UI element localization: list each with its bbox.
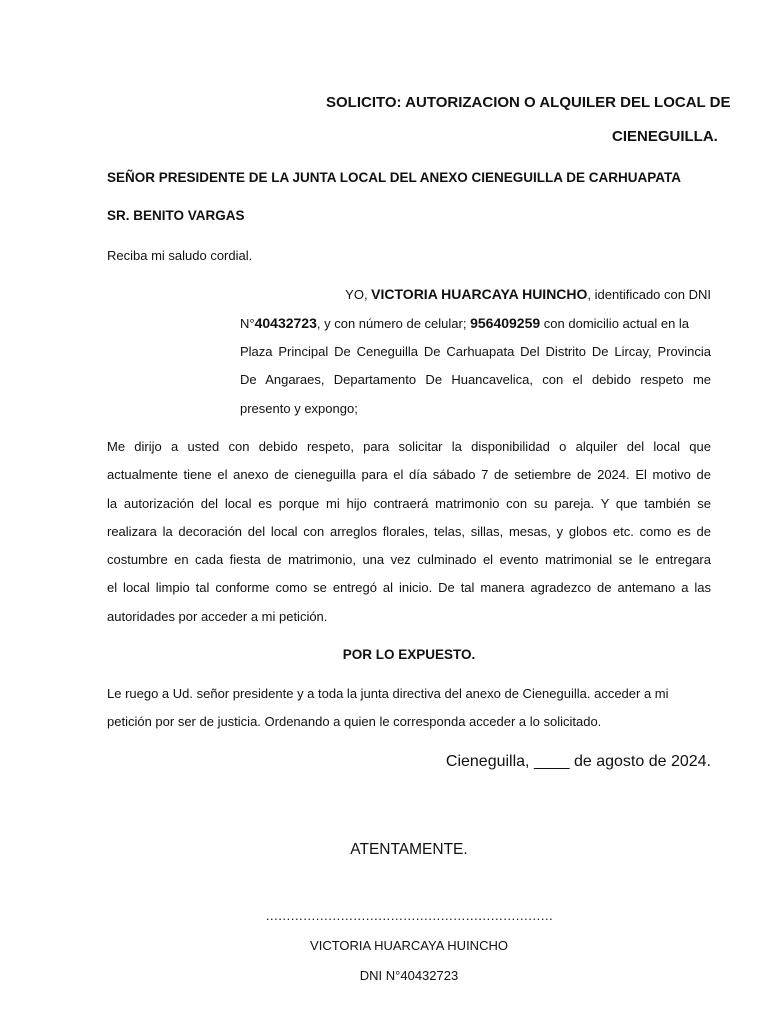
signature-dni: DNI N°40432723 xyxy=(359,968,459,983)
subject-line-2: CIENEGUILLA. xyxy=(612,128,718,145)
body-line: actualmente tiene el anexo de cieneguilla para el día sábado 7 de setiembre de 2024. El motivo de xyxy=(107,467,711,482)
body-line: costumbre en cada fiesta de matrimonio, una vez culminado el evento matrimonial se le entregara xyxy=(107,552,711,567)
intro-line-3: Plaza Principal De Ceneguilla De Carhuapata Del Distrito De Lircay, Provincia xyxy=(240,344,711,359)
applicant-dni: 40432723 xyxy=(254,315,317,331)
intro-line-5: presento y expongo; xyxy=(240,401,358,416)
applicant-phone: 956409259 xyxy=(470,315,541,331)
addressee-name: SR. BENITO VARGAS xyxy=(107,208,245,223)
ruego-line: petición por ser de justicia. Ordenando a quien le corresponda acceder a lo solicitado. xyxy=(107,714,602,729)
intro-yo: YO, xyxy=(345,287,372,302)
ruego-line: Le ruego a Ud. señor presidente y a toda la junta directiva del anexo de Cieneguilla. acceder a mi xyxy=(107,686,669,701)
body-line: Me dirijo a usted con debido respeto, para solicitar la disponibilidad o alquiler del local que xyxy=(107,439,711,454)
body-line: autoridades por acceder a mi petición. xyxy=(107,609,328,624)
after-phone: con domicilio actual en la xyxy=(540,316,690,331)
intro-line-2 xyxy=(240,315,711,331)
applicant-name: VICTORIA HUARCAYA HUINCHO xyxy=(371,286,588,302)
por-lo-expuesto: POR LO EXPUESTO. xyxy=(342,647,476,662)
subject-line-1: SOLICITO: AUTORIZACION O ALQUILER DEL LOCAL DE xyxy=(326,94,731,111)
greeting: Reciba mi saludo cordial. xyxy=(107,248,253,263)
date-line: Cieneguilla, ____ de agosto de 2024. xyxy=(445,753,711,770)
cel-text: , y con número de celular; xyxy=(316,316,471,331)
addressee-title: SEÑOR PRESIDENTE DE LA JUNTA LOCAL DEL ANEXO CIENEGUILLA DE CARHUAPATA xyxy=(107,170,682,185)
body-line: el local limpio tal conforme como se entregó al inicio. De tal manera agradezco de antemano a las xyxy=(107,580,711,595)
intro-line-4: De Angaraes, Departamento De Huancavelica, con el debido respeto me xyxy=(240,372,711,387)
body-line: realizara la decoración del local con arreglos florales, telas, sillas, mesas, y globos etc. como es de xyxy=(107,524,711,539)
signature-name: VICTORIA HUARCAYA HUINCHO xyxy=(310,938,508,953)
closing: ATENTAMENTE. xyxy=(350,841,468,858)
body-line: la autorización del local es porque mi hijo contraerá matrimonio con su pareja. Y que también se xyxy=(107,496,711,511)
intro-after-name: , identificado con DNI xyxy=(587,287,711,302)
dni-prefix: N° xyxy=(240,316,255,331)
signature-line: …………………………………………………………… xyxy=(265,908,553,923)
intro-line-1 xyxy=(240,286,711,302)
